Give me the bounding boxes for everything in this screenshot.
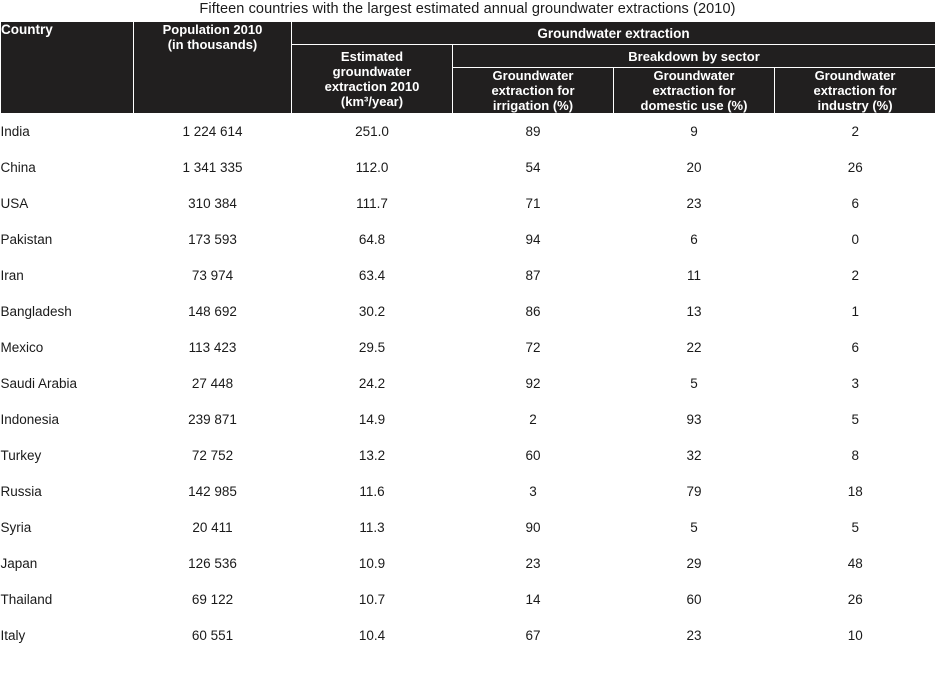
column-header-estimated-extraction <box>292 45 453 114</box>
cell-country: Indonesia <box>1 402 134 438</box>
cell-value: 9 <box>614 114 775 150</box>
column-header-groundwater-extraction: Groundwater extraction <box>292 22 935 45</box>
cell-value: 1 <box>775 294 935 330</box>
cell-value: 310 384 <box>134 186 292 222</box>
column-header-breakdown-by-sector: Breakdown by sector <box>453 45 935 68</box>
column-header-domestic-use <box>614 68 775 114</box>
cell-value: 11.6 <box>292 474 453 510</box>
cell-value: 69 122 <box>134 582 292 618</box>
cell-country: China <box>1 150 134 186</box>
cell-country: Iran <box>1 258 134 294</box>
table-row <box>1 618 935 654</box>
cell-value: 18 <box>775 474 935 510</box>
cell-value: 8 <box>775 438 935 474</box>
cell-value: 20 <box>614 150 775 186</box>
cell-value: 72 <box>453 330 614 366</box>
cell-value: 2 <box>453 402 614 438</box>
table-row <box>1 510 935 546</box>
cell-value: 1 224 614 <box>134 114 292 150</box>
domestic-header-line-3: domestic use (%) <box>640 98 748 113</box>
cell-value: 30.2 <box>292 294 453 330</box>
cell-country: Russia <box>1 474 134 510</box>
cell-country: Japan <box>1 546 134 582</box>
table-row <box>1 402 935 438</box>
cell-value: 73 974 <box>134 258 292 294</box>
cell-value: 71 <box>453 186 614 222</box>
cell-value: 87 <box>453 258 614 294</box>
cell-value: 23 <box>614 186 775 222</box>
cell-country: Turkey <box>1 438 134 474</box>
estimated-header-line-1: Estimated <box>340 49 404 64</box>
cell-value: 14 <box>453 582 614 618</box>
cell-value: 10.7 <box>292 582 453 618</box>
cell-value: 5 <box>775 402 935 438</box>
cell-country: Syria <box>1 510 134 546</box>
cell-value: 60 <box>453 438 614 474</box>
table-row <box>1 222 935 258</box>
cell-value: 79 <box>614 474 775 510</box>
population-header-line-1: Population 2010 <box>162 22 263 37</box>
cell-value: 6 <box>775 330 935 366</box>
cell-country: Italy <box>1 618 134 654</box>
cell-value: 54 <box>453 150 614 186</box>
cell-value: 239 871 <box>134 402 292 438</box>
industry-header-line-3: industry (%) <box>817 98 893 113</box>
domestic-header-line-2: extraction for <box>652 83 736 98</box>
estimated-header-line-4: (km³/year) <box>340 94 404 109</box>
cell-value: 112.0 <box>292 150 453 186</box>
cell-value: 63.4 <box>292 258 453 294</box>
cell-value: 94 <box>453 222 614 258</box>
table-row <box>1 582 935 618</box>
cell-value: 29.5 <box>292 330 453 366</box>
cell-value: 60 <box>614 582 775 618</box>
cell-value: 10.4 <box>292 618 453 654</box>
cell-value: 13.2 <box>292 438 453 474</box>
cell-value: 173 593 <box>134 222 292 258</box>
cell-value: 90 <box>453 510 614 546</box>
cell-value: 251.0 <box>292 114 453 150</box>
table-row <box>1 546 935 582</box>
cell-value: 26 <box>775 582 935 618</box>
estimated-header-line-2: groundwater <box>332 64 412 79</box>
groundwater-extraction-table <box>0 21 935 654</box>
cell-value: 1 341 335 <box>134 150 292 186</box>
cell-value: 92 <box>453 366 614 402</box>
population-header-line-2: (in thousands) <box>167 37 258 52</box>
cell-value: 67 <box>453 618 614 654</box>
cell-value: 111.7 <box>292 186 453 222</box>
cell-value: 11 <box>614 258 775 294</box>
table-row <box>1 114 935 150</box>
table-row <box>1 186 935 222</box>
cell-value: 2 <box>775 114 935 150</box>
cell-country: Pakistan <box>1 222 134 258</box>
cell-value: 148 692 <box>134 294 292 330</box>
cell-value: 6 <box>614 222 775 258</box>
cell-value: 27 448 <box>134 366 292 402</box>
cell-country: USA <box>1 186 134 222</box>
cell-value: 142 985 <box>134 474 292 510</box>
cell-value: 3 <box>775 366 935 402</box>
cell-value: 48 <box>775 546 935 582</box>
cell-value: 86 <box>453 294 614 330</box>
cell-country: India <box>1 114 134 150</box>
table-row <box>1 366 935 402</box>
cell-value: 89 <box>453 114 614 150</box>
cell-country: Mexico <box>1 330 134 366</box>
cell-value: 26 <box>775 150 935 186</box>
column-header-industry <box>775 68 935 114</box>
domestic-header-line-1: Groundwater <box>653 68 735 83</box>
cell-value: 64.8 <box>292 222 453 258</box>
irrigation-header-line-3: irrigation (%) <box>492 98 574 113</box>
table-header <box>1 22 935 114</box>
table-row <box>1 474 935 510</box>
cell-value: 32 <box>614 438 775 474</box>
cell-value: 60 551 <box>134 618 292 654</box>
cell-value: 14.9 <box>292 402 453 438</box>
industry-header-line-2: extraction for <box>813 83 897 98</box>
cell-value: 0 <box>775 222 935 258</box>
estimated-header-line-3: extraction 2010 <box>324 79 420 94</box>
cell-country: Saudi Arabia <box>1 366 134 402</box>
cell-country: Thailand <box>1 582 134 618</box>
cell-value: 20 411 <box>134 510 292 546</box>
cell-value: 93 <box>614 402 775 438</box>
table-row <box>1 330 935 366</box>
cell-value: 72 752 <box>134 438 292 474</box>
cell-value: 5 <box>614 366 775 402</box>
cell-value: 22 <box>614 330 775 366</box>
table-row <box>1 258 935 294</box>
table-row <box>1 438 935 474</box>
column-header-population <box>134 22 292 114</box>
cell-value: 23 <box>453 546 614 582</box>
table-row <box>1 150 935 186</box>
cell-value: 6 <box>775 186 935 222</box>
cell-value: 10.9 <box>292 546 453 582</box>
column-header-country: Country <box>1 22 134 114</box>
cell-value: 5 <box>614 510 775 546</box>
cell-value: 29 <box>614 546 775 582</box>
header-row-1 <box>1 22 935 45</box>
cell-country: Bangladesh <box>1 294 134 330</box>
cell-value: 2 <box>775 258 935 294</box>
cell-value: 23 <box>614 618 775 654</box>
industry-header-line-1: Groundwater <box>814 68 896 83</box>
cell-value: 24.2 <box>292 366 453 402</box>
table-caption: Fifteen countries with the largest estimated annual groundwater extractions (2010) <box>199 1 736 17</box>
cell-value: 5 <box>775 510 935 546</box>
table-row <box>1 294 935 330</box>
cell-value: 10 <box>775 618 935 654</box>
cell-value: 113 423 <box>134 330 292 366</box>
cell-value: 126 536 <box>134 546 292 582</box>
cell-value: 13 <box>614 294 775 330</box>
irrigation-header-line-1: Groundwater <box>492 68 574 83</box>
column-header-irrigation <box>453 68 614 114</box>
cell-value: 11.3 <box>292 510 453 546</box>
cell-value: 3 <box>453 474 614 510</box>
irrigation-header-line-2: extraction for <box>491 83 575 98</box>
table-body <box>1 114 935 654</box>
